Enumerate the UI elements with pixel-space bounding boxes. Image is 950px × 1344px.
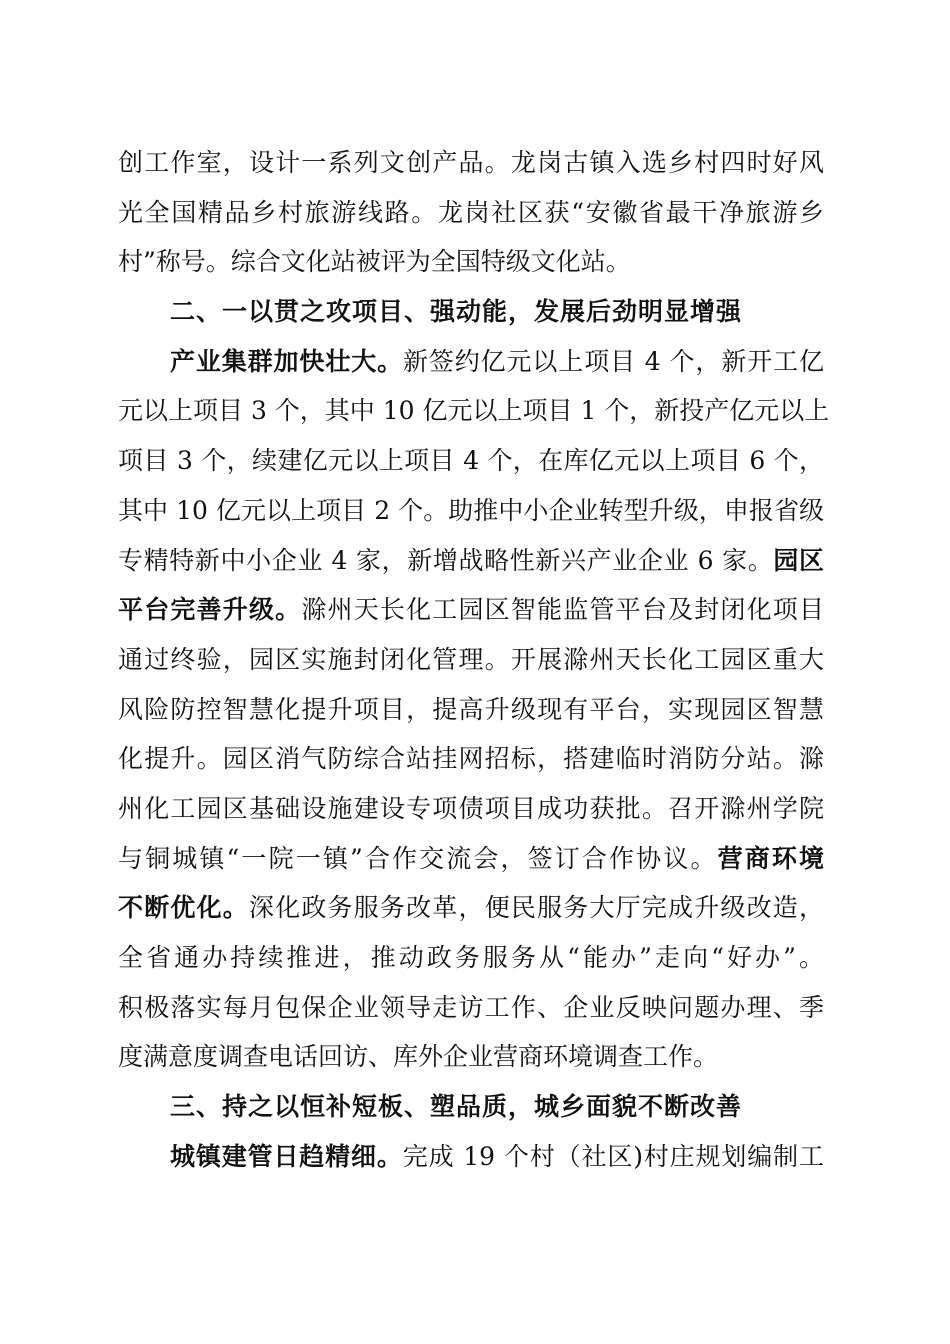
text-line xyxy=(118,734,824,784)
text-segment: 州化工园区基础设施建设专项债项目成功获批。召开滁州学院 xyxy=(118,793,824,823)
text-line xyxy=(118,784,824,834)
section-heading xyxy=(118,287,824,337)
text-line xyxy=(118,486,824,536)
text-line xyxy=(118,685,824,735)
text-line xyxy=(118,933,824,983)
text-line xyxy=(118,585,824,635)
text-segment: 元以上项目 3 个，其中 10 亿元以上项目 1 个，新投产亿元以上 xyxy=(118,396,830,426)
bold-lead-phrase: 营商环境 xyxy=(717,843,824,873)
text-segment: 滁州天长化工园区智能监管平台及封闭化项目 xyxy=(301,595,824,625)
text-segment: 二、一以贯之攻项目、强动能，发展后劲明显增强 xyxy=(170,297,743,327)
text-segment: 其中 10 亿元以上项目 2 个。助推中小企业转型升级，申报省级 xyxy=(118,495,824,525)
text-line xyxy=(118,1032,824,1082)
text-segment: 新签约亿元以上项目 4 个，新开工亿 xyxy=(402,346,824,376)
text-segment: 三、持之以恒补短板、塑品质，城乡面貌不断改善 xyxy=(170,1092,743,1122)
text-segment: 完成 19 个村（社区)村庄规划编制工 xyxy=(402,1141,824,1171)
text-line xyxy=(118,883,824,933)
text-line xyxy=(118,536,824,586)
text-line xyxy=(118,337,824,387)
section-heading xyxy=(118,1082,824,1132)
bold-lead-phrase: 产业集群加快壮大。 xyxy=(170,346,403,376)
bold-lead-phrase: 城镇建管日趋精细。 xyxy=(170,1141,403,1171)
bold-lead-phrase: 平台完善升级。 xyxy=(118,595,302,625)
text-line xyxy=(118,436,824,486)
text-segment: 项目 3 个，续建亿元以上项目 4 个，在库亿元以上项目 6 个， xyxy=(118,446,824,476)
bold-lead-phrase: 不断优化。 xyxy=(118,893,249,923)
text-segment: 度满意度调查电话回访、库外企业营商环境调查工作。 xyxy=(118,1042,719,1072)
text-line xyxy=(118,834,824,884)
text-segment: 深化政务服务改革，便民服务大厅完成升级改造， xyxy=(248,893,824,923)
text-segment: 村”称号。综合文化站被评为全国特级文化站。 xyxy=(118,247,631,277)
text-segment: 风险防控智慧化提升项目，提高升级现有平台，实现园区智慧 xyxy=(118,694,824,724)
text-segment: 与铜城镇“一院一镇”合作交流会，签订合作协议。 xyxy=(118,843,718,873)
text-line xyxy=(118,1132,824,1182)
document-page xyxy=(118,138,830,1181)
text-segment: 化提升。园区消气防综合站挂网招标，搭建临时消防分站。滁 xyxy=(118,744,824,774)
text-line xyxy=(118,138,824,188)
text-line xyxy=(118,188,824,238)
text-segment: 积极落实每月包保企业领导走访工作、企业反映问题办理、季 xyxy=(118,992,824,1022)
text-line xyxy=(118,635,824,685)
text-segment: 通过终验，园区实施封闭化管理。开展滁州天长化工园区重大 xyxy=(118,644,824,674)
text-segment: 光全国精品乡村旅游线路。龙岗社区获“安徽省最干净旅游乡 xyxy=(118,197,824,227)
text-segment: 专精特新中小企业 4 家，新增战略性新兴产业企业 6 家。 xyxy=(118,545,774,575)
text-segment: 创工作室，设计一系列文创产品。龙岗古镇入选乡村四时好风 xyxy=(118,148,824,177)
text-line xyxy=(118,386,830,436)
bold-lead-phrase: 园区 xyxy=(773,545,824,575)
text-line xyxy=(118,983,824,1033)
text-segment: 全省通办持续推进，推动政务服务从“能办”走向“好办”。 xyxy=(118,943,824,972)
text-line xyxy=(118,237,824,287)
